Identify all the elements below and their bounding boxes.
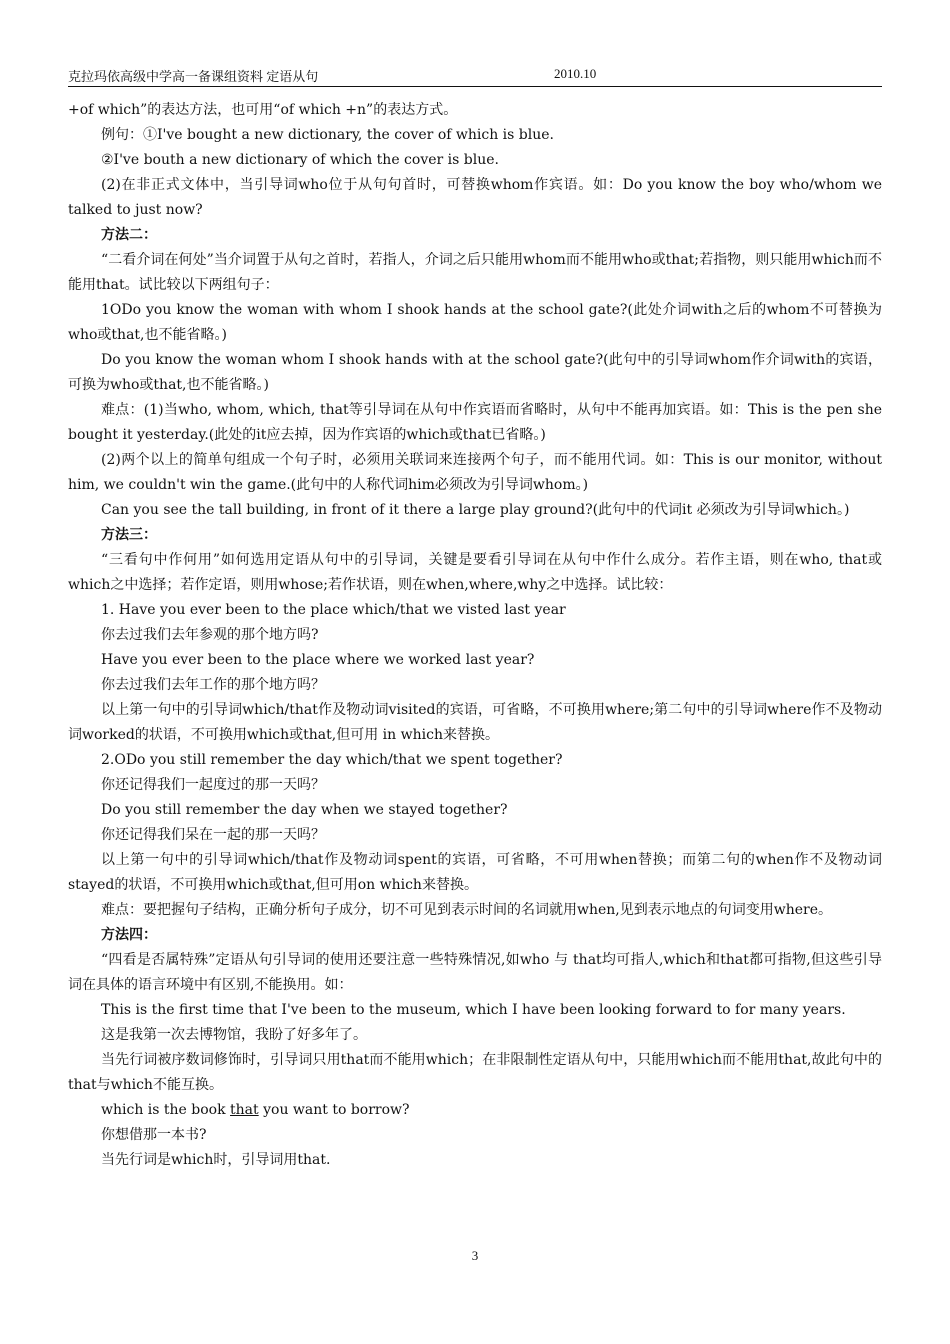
paragraph: 以上第一句中的引导词which/that作及物动词visited的宾语，可省略，不可换用where;第二句中的引导词where作不及物动词worked的状语，不可换用which或that,但可用 in which来替换。: [68, 702, 882, 743]
paragraph: 这是我第一次去博物馆，我盼了好多年了。: [101, 1027, 367, 1043]
paragraph: 你还记得我们一起度过的那一天吗？: [101, 777, 325, 793]
paragraph: ②I've bouth a new dictionary of which the cover is blue.: [101, 152, 499, 168]
paragraph: 1ODo you know the woman with whom I shook hands at the school gate?(此处介词with之后的whom不可替换为who或that,也不能省略。): [68, 302, 882, 343]
paragraph: This is the first time that I've been to the museum, which I have been looking forward to for many years.: [101, 1002, 846, 1018]
paragraph: 你去过我们去年工作的那个地方吗？: [101, 677, 325, 693]
paragraph: Can you see the tall building, in front of it there a large play ground?(此句中的代词it 必须改为引导词which。): [101, 502, 850, 518]
page-header: [68, 66, 882, 87]
paragraph: Have you ever been to the place where we worked last year?: [101, 652, 535, 668]
paragraph: (2)在非正式文体中，当引导词who位于从句句首时，可替换whom作宾语。如：Do you know the boy who/whom we talked to just now?: [68, 177, 882, 218]
section-heading: 方法四：: [101, 927, 157, 943]
paragraph: +of which”的表达方法，也可用“of which +n”的表达方式。: [68, 102, 458, 118]
paragraph: 难点：要把握句子结构，正确分析句子成分，切不可见到表示时间的名词就用when,见到表示地点的句词变用where。: [101, 902, 833, 918]
underlined-that: that: [230, 1102, 259, 1118]
paragraph: “三看句中作何用”如何选用定语从句中的引导词，关键是要看引导词在从句中作什么成分。若作主语，则在who, that或which之中选择；若作定语，则用whose;若作状语，则在when,where,why之中选择。试比较：: [68, 552, 882, 593]
translation-line: 你想借那一本书?: [101, 1127, 207, 1143]
header-date: 2010.10: [554, 66, 597, 81]
paragraph: 2.ODo you still remember the day which/that we spent together?: [101, 752, 563, 768]
document-body: [68, 98, 882, 1173]
page-number: 3: [471, 1248, 479, 1263]
paragraph: 以上第一句中的引导词which/that作及物动词spent的宾语，可省略，不可用when替换；而第二句的when作不及物动词stayed的状语，不可换用which或that,但可用on which来替换。: [68, 852, 882, 893]
paragraph: “二看介词在何处”当介词置于从句之首时，若指人，介词之后只能用whom而不能用who或that;若指物，则只能用which而不能用that。试比较以下两组句子：: [68, 252, 882, 293]
paragraph: 1. Have you ever been to the place which/that we visted last year: [101, 602, 566, 618]
example-sentence-which: which is the book that you want to borrow?: [101, 1102, 410, 1118]
paragraph: 难点：(1)当who, whom, which, that等引导词在从句中作宾语而省略时，从句中不能再加宾语。如：This is the pen she bought it yesterday.(此处的it应去掉，因为作宾语的which或that已省略。): [68, 402, 882, 443]
paragraph: 你还记得我们呆在一起的那一天吗？: [101, 827, 325, 843]
paragraph: 当先行词被序数词修饰时，引导词只用that而不能用which；在非限制性定语从句中，只能用which而不能用that,故此句中的that与which不能互换。: [68, 1052, 882, 1093]
paragraph: “四看是否属特殊”定语从句引导词的使用还要注意一些特殊情况,如who 与 that均可指人,which和that都可指物,但这些引导词在具体的语言环境中有区别,不能换用。如：: [68, 952, 882, 993]
paragraph-list: [68, 98, 882, 1098]
paragraph: 例句：①I've bought a new dictionary, the cover of which is blue.: [101, 127, 554, 143]
paragraph: Do you know the woman whom I shook hands with at the school gate?(此句中的引导词whom作介词with的宾语，可换为who或that,也不能省略。): [68, 352, 882, 393]
paragraph: (2)两个以上的简单句组成一个句子时，必须用关联词来连接两个句子，而不能用代词。如：This is our monitor, without him, we couldn't win the game.(此句中的人称代词him必须改为引导词whom。): [68, 452, 882, 493]
section-heading: 方法三：: [101, 527, 157, 543]
section-heading: 方法二：: [101, 227, 157, 243]
rule-line: 当先行词是which时，引导词用that.: [101, 1152, 331, 1168]
paragraph: Do you still remember the day when we stayed together?: [101, 802, 508, 818]
header-title: 克拉玛依高级中学高一备课组资料 定语从句: [68, 69, 319, 84]
paragraph: 你去过我们去年参观的那个地方吗?: [101, 627, 319, 643]
